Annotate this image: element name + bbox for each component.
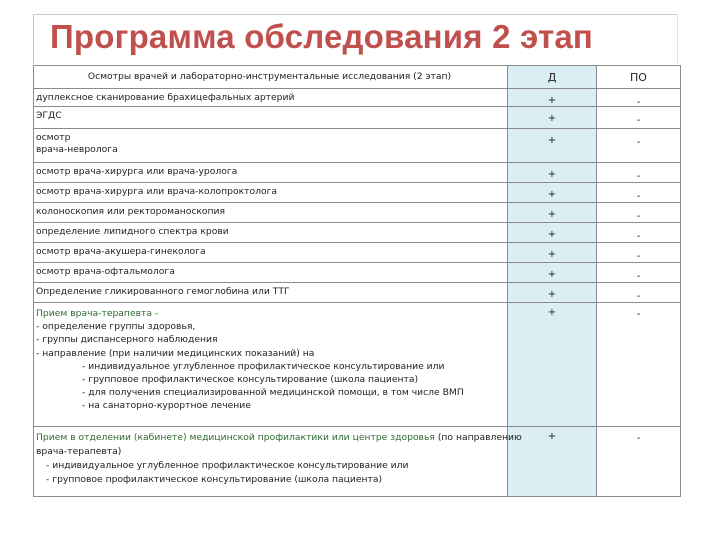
therapist-item: - группы диспансерного наблюдения [36,334,218,346]
therapist-description [34,303,508,427]
prevention-description [34,427,522,497]
table-row [34,243,681,263]
row-d-mark: + [508,283,597,303]
prevention-row [34,427,681,497]
row-d-mark: + [508,163,597,183]
row-description: осмотр врача-акушера-гинеколога [34,243,508,263]
table-row [34,107,681,129]
examination-table [33,65,681,497]
row-description: колоноскопия или ректороманоскопия [34,203,508,223]
row-description: осмотр врача-офтальмолога [34,263,508,283]
therapist-po-mark: - [597,303,681,427]
row-d-mark: + [508,203,597,223]
therapist-row [34,303,681,427]
row-description: осмотр врача-хирурга или врача-колопроктолога [34,183,508,203]
prevention-subitem: - индивидуальное углубленное профилактическое консультирование или [46,460,409,471]
header-po: ПО [597,66,681,89]
therapist-subitem: - групповое профилактическое консультирование (школа пациента) [82,374,419,386]
row-po-mark: - [597,223,681,243]
therapist-d-mark: + [508,303,597,427]
therapist-subitem: - для получения специализированной медицинской помощи, в том числе ВМП [82,387,464,399]
table-row [34,283,681,303]
row-description: дуплексное сканирование брахицефальных артерий [34,89,508,107]
row-po-mark: - [597,283,681,303]
row-po-mark: - [597,129,681,163]
therapist-subitem: - на санаторно-курортное лечение [82,400,251,412]
row-po-mark: - [597,203,681,223]
table-row [34,163,681,183]
row-description: Определение гликированного гемоглобина или ТТГ [34,283,508,303]
row-description: осмотр врача-хирурга или врача-уролога [34,163,508,183]
table-row [34,203,681,223]
row-d-mark: + [508,129,597,163]
prevention-d-mark: + [508,427,597,497]
page-title: Программа обследования 2 этап [50,18,594,55]
prevention-heading: Прием в отделении (кабинете) медицинской профилактики или центре здоровья [36,432,435,443]
row-po-mark: - [597,243,681,263]
therapist-item: - определение группы здоровья, [36,321,196,333]
table-row [34,223,681,243]
row-po-mark: - [597,163,681,183]
row-d-mark: + [508,223,597,243]
table-row [34,183,681,203]
slide-frame-right [677,14,678,64]
row-description: осмотр врача-невролога [34,129,508,163]
header-description: Осмотры врачей и лабораторно-инструментальные исследования (2 этап) [34,66,508,89]
row-d-mark: + [508,107,597,129]
row-description: ЭГДС [34,107,508,129]
therapist-item: - направление (при наличии медицинских показаний) на [36,347,315,359]
row-po-mark: - [597,107,681,129]
row-po-mark: - [597,89,681,107]
row-po-mark: - [597,183,681,203]
row-d-mark: + [508,263,597,283]
prevention-po-mark: - [597,427,681,497]
row-d-mark: + [508,243,597,263]
prevention-line2: врача-терапевта) [36,446,122,457]
therapist-subitem: - индивидуальное углубленное профилактическое консультирование или [82,360,445,372]
therapist-heading: Прием врача-терапевта - [36,308,159,319]
row-d-mark: + [508,183,597,203]
row-d-mark: + [508,89,597,107]
prevention-subitem: - групповое профилактическое консультирование (школа пациента) [46,474,383,485]
table-row [34,89,681,107]
row-description: определение липидного спектра крови [34,223,508,243]
slide-frame-top [33,14,678,15]
prevention-heading-tail: (по направлению [434,432,522,443]
table-row [34,129,681,163]
slide-frame-left [33,14,34,64]
table-header-row [34,66,681,89]
table-row [34,263,681,283]
row-po-mark: - [597,263,681,283]
header-d: Д [508,66,597,89]
